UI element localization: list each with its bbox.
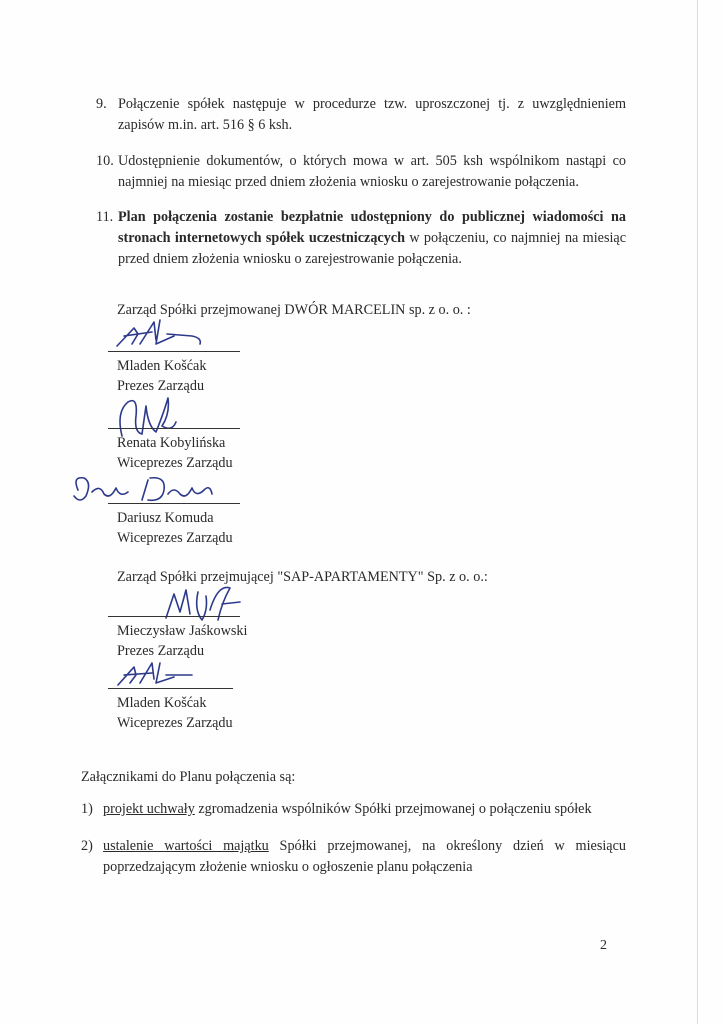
board-heading: Zarząd Spółki przejmowanej DWÓR MARCELIN sp. z o. o. : [117,302,471,318]
item-number: 9. [96,96,107,112]
signatory-name: Mladen Košćak [117,695,207,711]
item-text-line [118,228,626,249]
board-heading: Zarząd Spółki przejmującej "SAP-APARTAMENTY" Sp. z o. o.: [117,569,488,585]
signature-line [108,616,240,617]
underlined-text: ustalenie wartości majątku [103,838,269,854]
bold-text: Plan połączenia zostanie bezpłatnie udostępniony do publicznej wiadomości na [118,209,626,225]
signature-mark [70,470,230,510]
signature-line [108,688,233,689]
signatory-role: Wiceprezes Zarządu [117,455,233,471]
item-number: 1) [81,801,93,817]
scan-edge [697,0,698,1024]
attachments-heading: Załącznikami do Planu połączenia są: [81,769,296,785]
signatory-name: Renata Kobylińska [117,435,226,451]
item-text-line: zapisów m.in. art. 516 § 6 ksh. [118,117,293,133]
signatory-role: Wiceprezes Zarządu [117,715,233,731]
item-text-line: najmniej na miesiąc przed dniem złożenia wniosku o zarejestrowanie połączenia. [118,174,579,190]
item-number: 11. [96,209,114,225]
signature-mark [112,655,222,691]
item-text: zgromadzenia wspólników Spółki przejmowanej o połączeniu spółek [194,801,592,817]
underlined-text: projekt uchwały [103,801,195,817]
signature-line [108,428,240,429]
signatory-role: Prezes Zarządu [117,643,205,659]
bold-text: stronach internetowych spółek uczestniczących [118,230,405,246]
signatory-name: Mladen Košćak [117,358,207,374]
signature-line [108,351,240,352]
item-text-line: przed dniem złożenia wniosku o zarejestrowanie połączenia. [118,251,462,267]
signature-line [108,503,240,504]
signatory-name: Mieczysław Jaśkowski [117,623,248,639]
signatory-role: Wiceprezes Zarządu [117,530,233,546]
signatory-name: Dariusz Komuda [117,510,214,526]
item-text-line: Udostępnienie dokumentów, o których mowa w art. 505 ksh wspólnikom nastąpi co [118,153,626,169]
item-text: Spółki przejmowanej, na określony dzień w miesiącu [268,838,626,854]
signature-mark [112,314,222,354]
signatory-role: Prezes Zarządu [117,378,205,394]
item-text: w połączeniu, co najmniej na miesiąc [405,230,626,246]
item-text-line: Połączenie spółek następuje w procedurze tzw. uproszczonej tj. z uwzględnieniem [118,96,626,112]
item-text-line [103,801,592,817]
item-number: 2) [81,838,93,854]
item-text-line [103,836,626,857]
page-number: 2 [600,938,607,953]
item-text-line: poprzedzającym złożenie wniosku o ogłoszenie planu połączenia [103,859,473,875]
item-number: 10. [96,153,114,169]
item-text-line [118,207,626,228]
